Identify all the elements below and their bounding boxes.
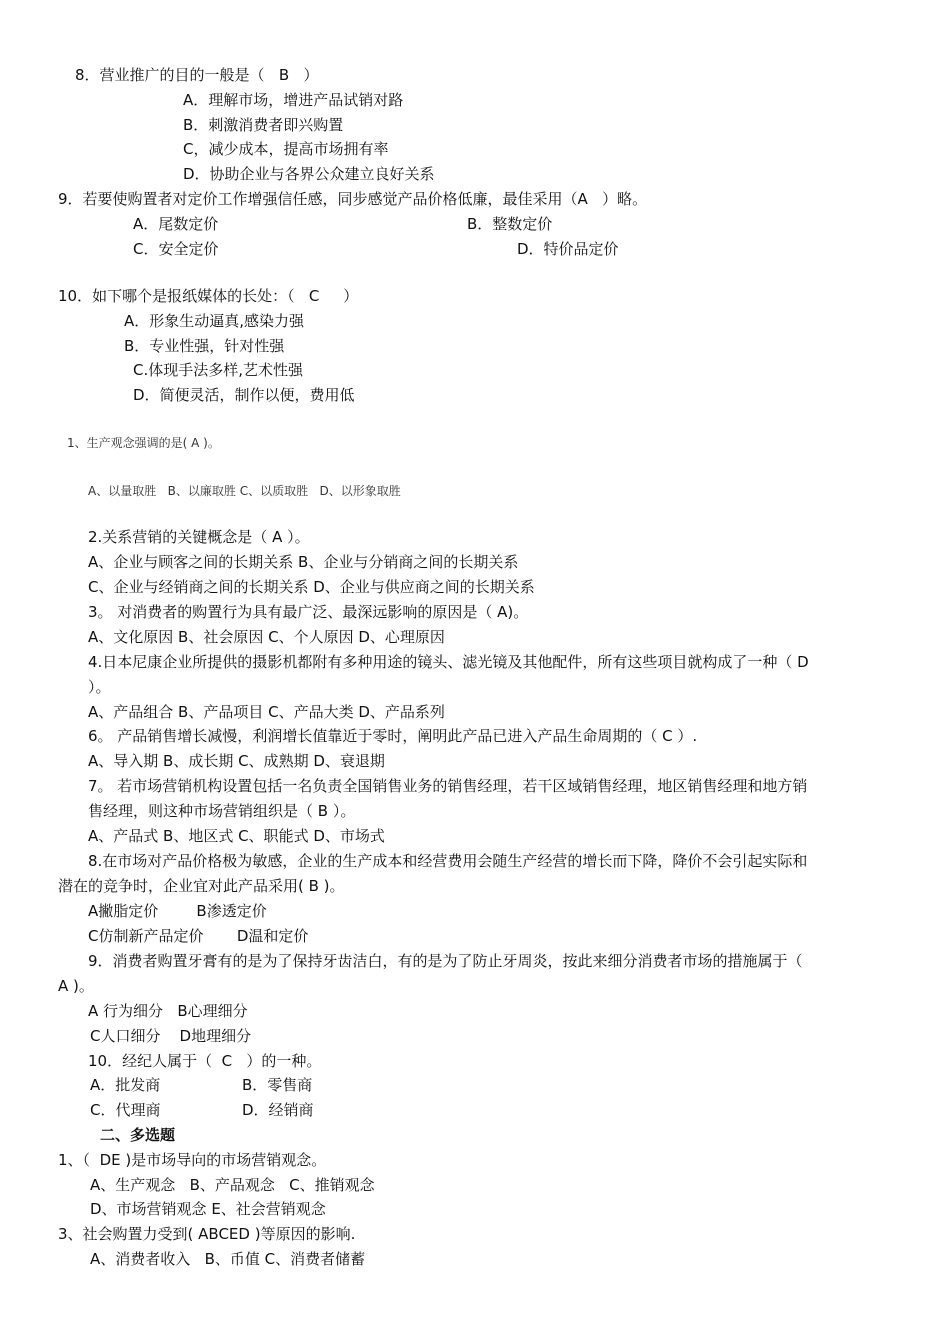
q9-segmentation-question: 9．消费者购置牙膏有的是为了保持牙齿洁白，有的是为了防止牙周炎，按此来细分消费者市场的措施属于（	[88, 952, 803, 970]
q8-option-d: D．协助企业与各界公众建立良好关系	[183, 165, 435, 183]
mq1-options-de: D、市场营销观念 E、社会营销观念	[90, 1200, 326, 1218]
q10-option-a: A．形象生动逼真,感染力强	[124, 312, 305, 330]
q8-option-c: C，减少成本，提高市场拥有率	[183, 140, 389, 158]
q9-option-d: D．特价品定价	[517, 240, 619, 258]
q9-options-cd: C人口细分 D地理细分	[90, 1027, 252, 1045]
q6-lifecycle-question: 6。 产品销售增长减慢，利润增长值靠近于零时，阐明此产品已进入产品生命周期的（ C ）.	[88, 727, 698, 745]
q2-relationship-marketing-question: 2.关系营销的关键概念是（ A ）。	[88, 528, 310, 546]
mq1-options-abc: A、生产观念 B、产品观念 C、推销观念	[90, 1176, 375, 1194]
q9-pricing-question: 9．若要使购置者对定价工作增强信任感，同步感觉产品价格低廉，最佳采用（A ）略。	[58, 190, 648, 208]
mq1-marketing-concept-question: 1、（ DE )是市场导向的市场营销观念。	[58, 1151, 327, 1169]
q9-question-end: A )。	[58, 977, 94, 995]
q9-option-c: C．安全定价	[133, 240, 219, 258]
q10-broker-option-c: C．代理商	[90, 1101, 161, 1119]
q8-option-b: B．刺激消费者即兴购置	[183, 116, 344, 134]
q3-consumer-behavior-question: 3。 对消费者的购置行为具有最广泛、最深远影响的原因是（ A)。	[88, 603, 529, 621]
q9-option-a: A．尾数定价	[133, 215, 219, 233]
q8-price-sensitive-question: 8.在市场对产品价格极为敏感，企业的生产成本和经营费用会随生产经营的增长而下降，降价不会引起实际和	[88, 852, 808, 870]
q7-question-end: 售经理，则这种市场营销组织是（ B ）。	[88, 802, 356, 820]
q8-promotion-question: 8．营业推广的目的一般是（ B ）	[75, 66, 319, 84]
q9-options-ab: A 行为细分 B心理细分	[88, 1002, 248, 1020]
q7-organization-question: 7。 若市场营销机构设置包括一名负责全国销售业务的销售经理，若干区域销售经理，地区销售经理和地方销	[88, 777, 808, 795]
q10-broker-option-a: A．批发商	[90, 1076, 161, 1094]
mq3-options: A、消费者收入 B、币值 C、消费者储蓄	[90, 1250, 366, 1268]
q3-options: A、文化原因 B、社会原因 C、个人原因 D、心理原因	[88, 628, 445, 646]
q10-option-b: B．专业性强，针对性强	[124, 337, 285, 355]
q4-options: A、产品组合 B、产品项目 C、产品大类 D、产品系列	[88, 703, 445, 721]
q9-option-b: B．整数定价	[467, 215, 553, 233]
q4-question-end: ）。	[88, 678, 111, 696]
section-title-multiple-choice: 二、多选题	[100, 1126, 176, 1144]
q8-options-cd: C仿制新产品定价 D温和定价	[88, 927, 309, 945]
q2-options-ab: A、企业与顾客之间的长期关系 B、企业与分销商之间的长期关系	[88, 553, 519, 571]
q10-broker-option-b: B．零售商	[242, 1076, 313, 1094]
q4-nikon-question: 4.日本尼康企业所提供的摄影机都附有多种用途的镜头、滤光镜及其他配件，所有这些项目就构成了一种（ D	[88, 653, 809, 671]
q2-options-cd: C、企业与经销商之间的长期关系 D、企业与供应商之间的长期关系	[88, 578, 535, 596]
q6-options: A、导入期 B、成长期 C、成熟期 D、衰退期	[88, 752, 385, 770]
q8-options-ab: A撇脂定价 B渗透定价	[88, 902, 267, 920]
q7-options: A、产品式 B、地区式 C、职能式 D、市场式	[88, 827, 385, 845]
q10-broker-option-d: D．经销商	[242, 1101, 314, 1119]
mq3-purchasing-power-question: 3、社会购置力受到( ABCED )等原因的影响.	[58, 1225, 356, 1243]
q1-options: A、以量取胜 B、以廉取胜 C、以质取胜 D、以形象取胜	[88, 484, 401, 498]
q10-newspaper-question: 10．如下哪个是报纸媒体的长处：（ C ）	[58, 287, 359, 305]
q1-production-concept-question: 1、生产观念强调的是( A )。	[67, 436, 220, 450]
q8-question-end: 潜在的竞争时，企业宜对此产品采用( B )。	[58, 877, 345, 895]
q10-option-c: C.体现手法多样,艺术性强	[133, 361, 304, 379]
q8-option-a: A．理解市场，增进产品试销对路	[183, 91, 404, 109]
q10-broker-question: 10．经纪人属于（ C ）的一种。	[88, 1052, 322, 1070]
q10-option-d: D．简便灵活，制作以便，费用低	[133, 386, 355, 404]
